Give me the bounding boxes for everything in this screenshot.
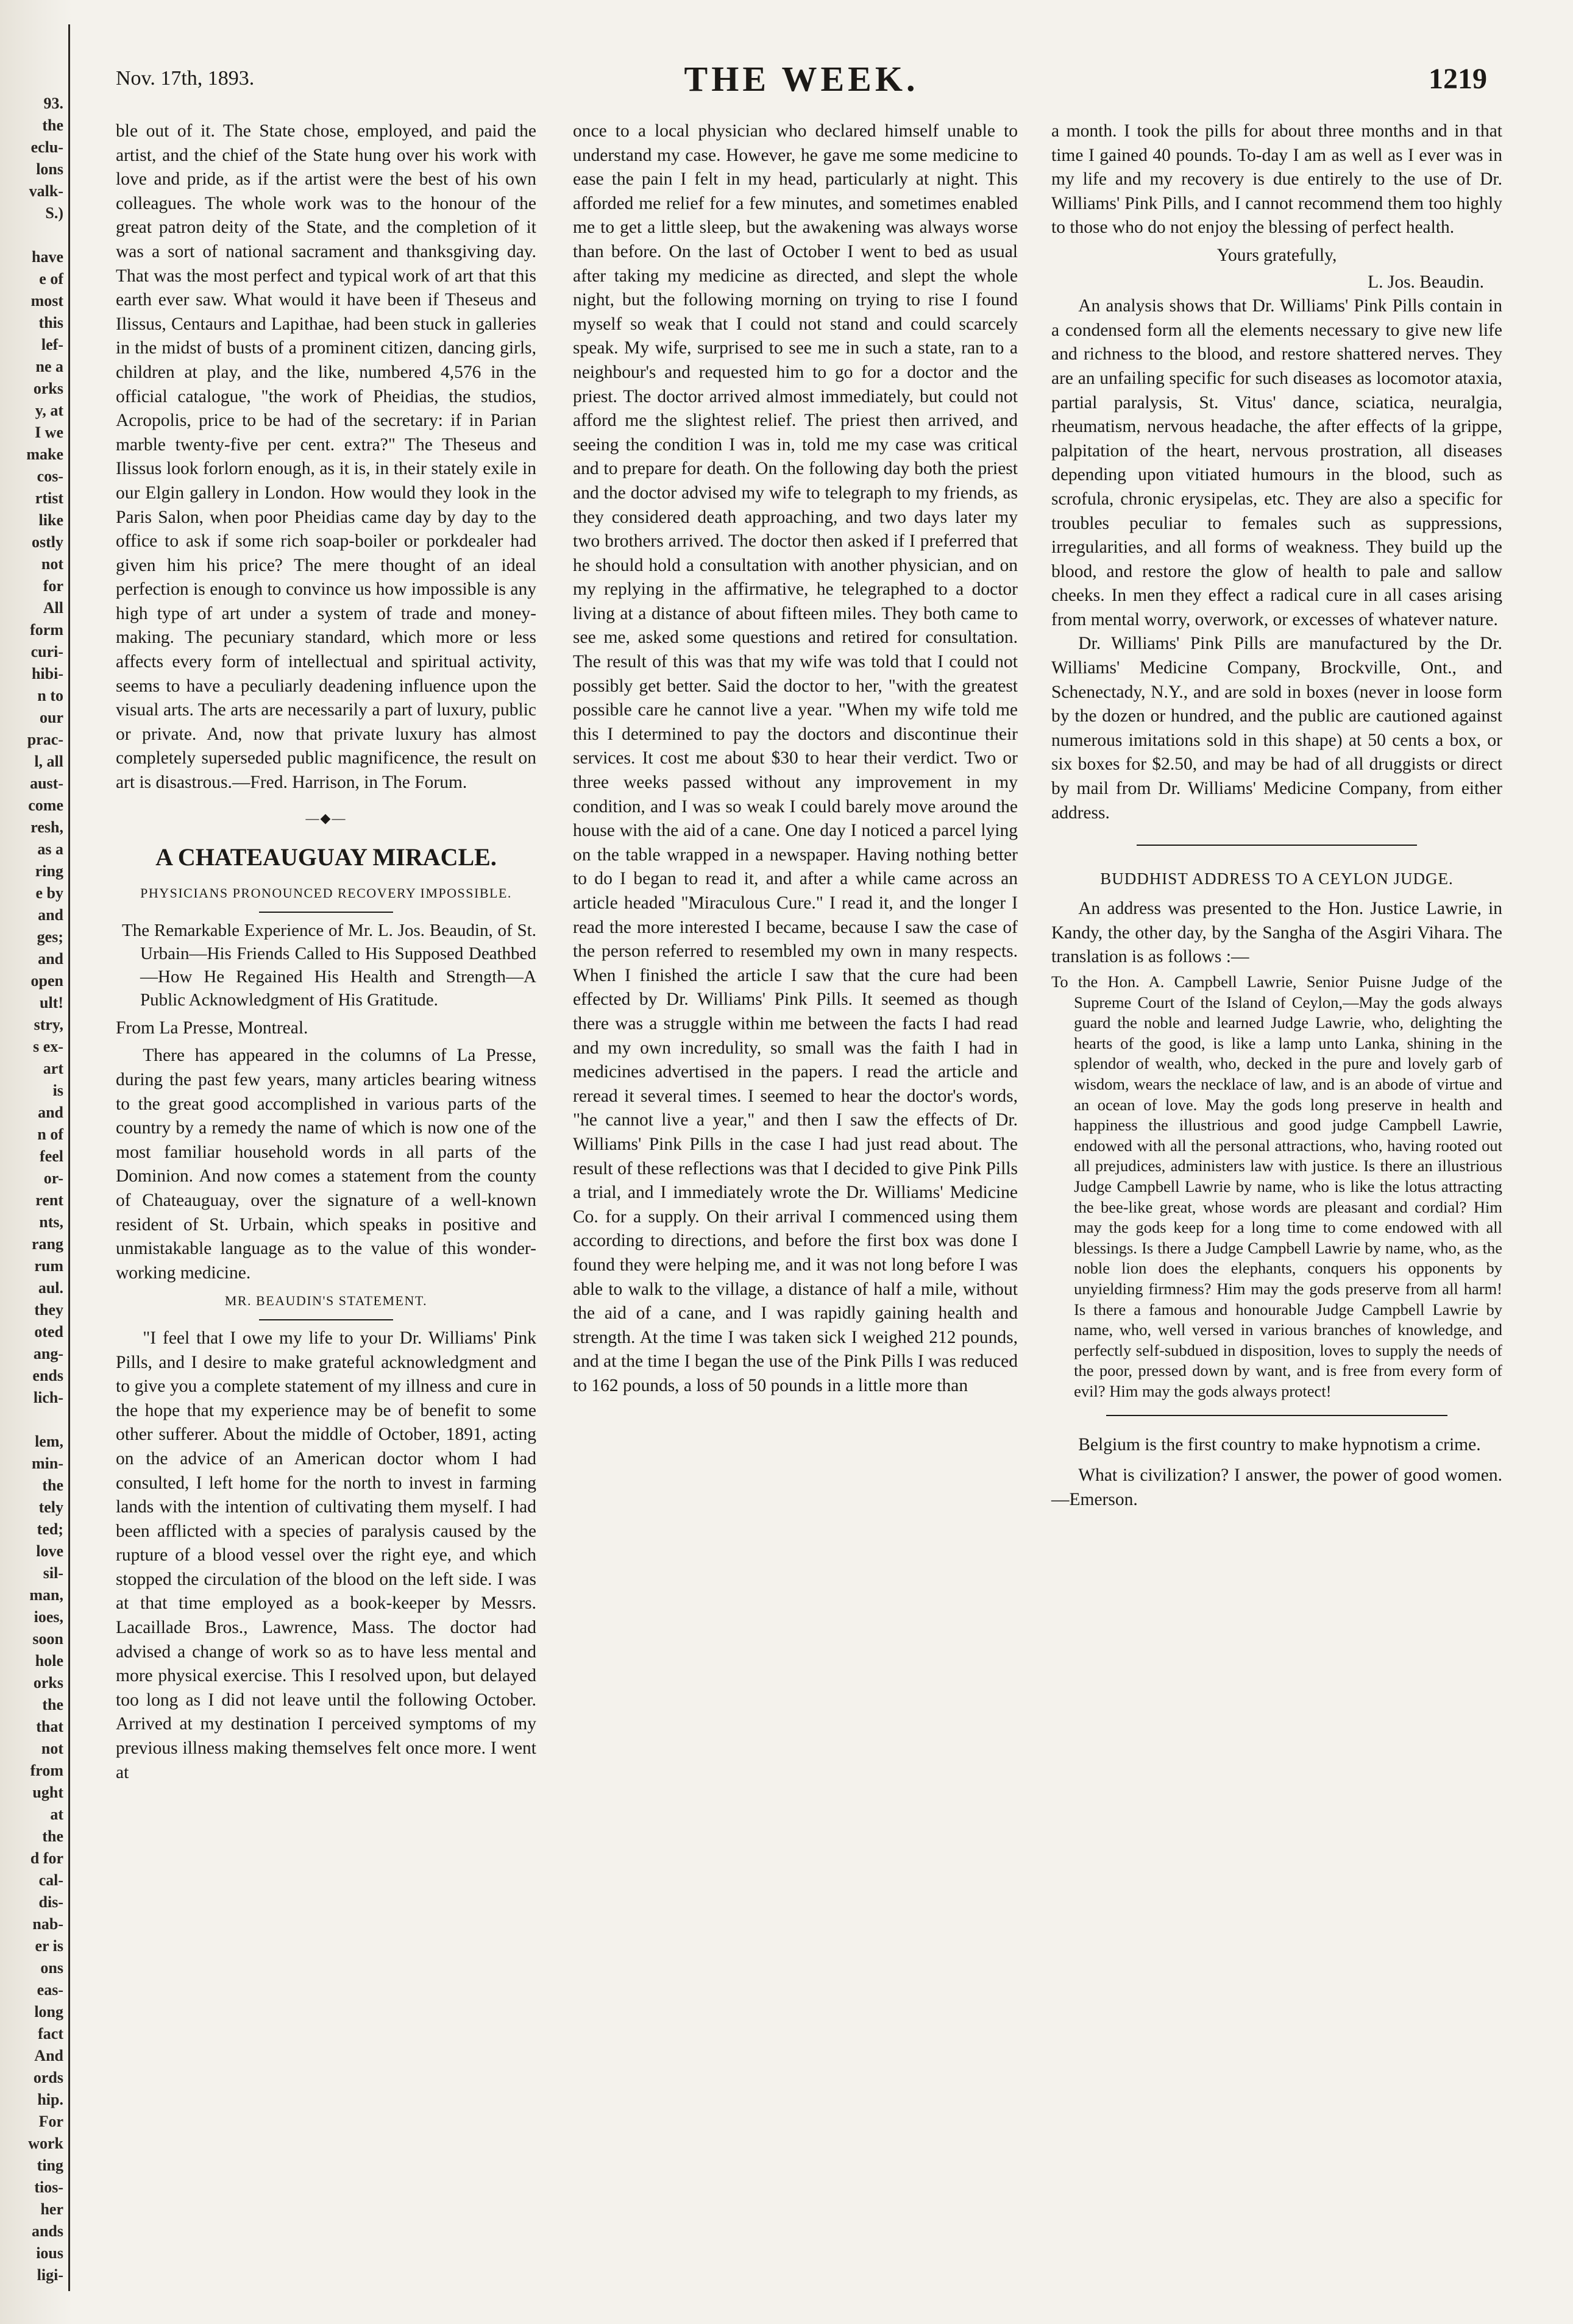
margin-fragment: the (42, 1476, 63, 1494)
divider (1137, 845, 1417, 846)
column-3 (1051, 119, 1502, 1512)
margin-fragment: And (34, 2047, 63, 2064)
margin-fragment: and (38, 906, 63, 924)
margin-fragment: I we (35, 423, 63, 441)
divider (259, 912, 393, 913)
margin-fragment: open (30, 972, 63, 990)
margin-fragment: love (36, 1542, 63, 1560)
article-paragraph: once to a local physician who declared himself unable to understand my case. However, he gave me some medicine to ease the pain I felt in my head, particularly at night. This afforded me relief for a few minutes, and sometimes enabled me to get a little sleep, but the awakening was always worse than before. On the last of October I went to bed as usual after taking my medicine as directed, and slept the whole night, but the following morning on trying to rise I found myself so weak that I could not stand and could scarcely speak. My wife, surprised to see me in such a state, ran to a neighbour's and requested him to go for a doctor and the priest. The doctor arrived almost immediately, but could not afford me the slightest relief. The priest then arrived, and seeing the condition I was in, told me my case was critical and to prepare for death. On the following day both the priest and the doctor advised my wife to telegraph to my friends, as they considered death approaching, and two days later my two brothers arrived. The doctor then asked if I preferred that he should hold a consultation with another physician, and on my replying in the affirmative, he telegraphed to a doctor living at a distance of about fifteen miles. They both came to see me, asked some questions and retired for consultation. The result of this was that my wife was told that I could not possibly get better. Said the doctor to her, "with the greatest possible care he cannot live a year. "When my wife told me this I determined to pay the doctors and discontinue their services. It cost me about $30 to hear their verdict. Two or three weeks passed without any improvement in my condition, and I was so weak I could barely move around the house with the aid of a cane. One day I noticed a parcel lying on the table wrapped in a newspaper. Having nothing better to do I began to read it, and after a while came across an article headed "Miraculous Cure." I read it, and the longer I read the more interested I became, because I saw the case of the person referred to resembled my own in many respects. When I finished the article I saw that the cure had been effected by Dr. Williams' Pink Pills. It seemed as though there was a struggle within me between the facts I had read and my own incredulity, so small was the faith I had in medicines advertised in the papers. I read the article and reread it several times. I seemed to hear the doctor's words, "he cannot live a year," and then I saw the effects of Dr. Williams' Pink Pills in the case I had just read about. The result of these reflections was that I decided to give Pink Pills a trial, and I immediately wrote the Dr. Williams' Medicine Co. for a supply. On their arrival I commenced using them according to directions, and before the first box was done I found they were helping me, and it was not long before I was able to walk to the village, a distance of half a mile, without the aid of a cane, and I was rapidly gaining health and strength. At the time I was taken sick I weighed 212 pounds, and at the time I began the use of the Pink Pills I was reduced to 162 pounds, a loss of 50 pounds in a little more than (573, 121, 1018, 1395)
margin-fragment: make (26, 445, 63, 463)
margin-fragment: ang- (33, 1345, 63, 1362)
margin-fragment: ted; (37, 1520, 63, 1538)
column-1 (116, 119, 536, 1785)
margin-fragment: not (41, 1740, 63, 1757)
margin-fragment: min- (32, 1454, 63, 1472)
margin-fragment: lem, (35, 1433, 63, 1450)
article-source: From La Presse, Montreal. (116, 1018, 308, 1038)
margin-fragment: er is (35, 1937, 63, 1955)
margin-fragment: resh, (30, 818, 63, 836)
margin-fragment: at (50, 1805, 63, 1823)
margin-fragment: hole (35, 1652, 63, 1670)
margin-fragment: eas- (37, 1981, 63, 1999)
margin-fragment: curi- (30, 643, 63, 661)
margin-fragment: as a (37, 840, 63, 858)
divider (1106, 1415, 1447, 1416)
margin-fragment: and (38, 950, 63, 968)
margin-fragment: ne a (35, 358, 63, 375)
margin-fragment: the (42, 1827, 63, 1845)
margin-fragment: orks (33, 380, 63, 397)
margin-fragment: ends (32, 1367, 63, 1384)
article-paragraph: Dr. Williams' Pink Pills are manufactured by the Dr. Williams' Medicine Company, Brockville, Ont., and Schenectady, N.Y., and are sold in boxes (never in loose form by the dozen or hundred, and the public are cautioned against numerous imitations sold in this shape) at 50 cents a box, or six boxes for $2.50, and may be had of all druggists or direct by mail from Dr. Williams' Medicine Company, from either address. (1051, 634, 1502, 823)
margin-fragment: and (38, 1104, 63, 1121)
margin-fragment: long (34, 2003, 63, 2021)
filler-paragraph: What is civilization? I answer, the power of good women.—Emerson. (1051, 1465, 1502, 1509)
margin-fragment: aust- (30, 774, 63, 792)
margin-fragment: S.) (45, 204, 63, 222)
margin-fragment: e of (39, 270, 63, 288)
margin-fragment: like (38, 511, 63, 529)
article-paragraph: a month. I took the pills for about three months and in that time I gained 40 pounds. To-day I am as well as I ever was in my life and my recovery is due entirely to the use of Dr. Williams' Pink Pills, and I cannot recommend them too highly to those who do not enjoy the blessing of perfect health. (1051, 121, 1502, 238)
margin-fragment: ligi- (37, 2266, 63, 2284)
margin-fragment: nts, (39, 1213, 63, 1231)
margin-fragment: dis- (38, 1893, 63, 1911)
margin-fragment: eclu- (30, 138, 63, 156)
margin-fragment: ges; (37, 928, 63, 946)
column-2 (573, 119, 1018, 1398)
issue-date: Nov. 17th, 1893. (116, 67, 255, 90)
article-deck: The Remarkable Experience of Mr. L. Jos. Beaudin, of St. Urbain—His Friends Called to His Supposed Deathbed—How He Regained His Health and Strength—A Public Acknowledgment of His Gratitude. (122, 920, 536, 1010)
margin-fragment: have (32, 248, 63, 266)
margin-fragment: cos- (37, 467, 63, 485)
margin-fragment: ords (33, 2069, 63, 2086)
margin-fragment: work (28, 2134, 63, 2152)
margin-fragment: rang (32, 1235, 63, 1253)
margin-fragment: y, at (35, 402, 63, 419)
margin-fragment: hibi- (31, 665, 63, 682)
margin-fragment: ostly (32, 533, 63, 551)
margin-fragment: tios- (34, 2178, 63, 2196)
margin-fragment: or- (43, 1169, 63, 1187)
margin-fragment: lons (36, 160, 63, 178)
margin-fragment: lich- (33, 1389, 63, 1406)
margin-fragment: 93. (43, 94, 63, 112)
margin-fragment: ult! (40, 994, 63, 1011)
margin-fragment: All (43, 599, 63, 617)
article-headline: A CHATEAUGUAY MIRACLE. (155, 843, 497, 871)
margin-fragment: tely (38, 1498, 63, 1516)
divider (259, 1319, 393, 1320)
column-rule (68, 24, 70, 2291)
address-text: To the Hon. A. Campbell Lawrie, Senior Puisne Judge of the Supreme Court of the Island of Ceylon,—May the gods always guard the noble and learned Judge Lawrie, who, delighting the hearts of the good, is like a lamp unto Lanka, shining in the splendor of wealth, who, decked in the pure and lovely garb of wisdom, wears the necklace of law, and is an abode of virtue and an ocean of love. May the gods long preserve in health and happiness the illustrious and good judge Campbell Lawrie, endowed with all the personal attractions, who, having rooted out all prejudices, administers law with justice. Is there an illustrious Judge Campbell Lawrie by name, who is like the lotus attracting the bee-like great, whose words are pleasant and cordial? Him may the gods keep for a long time to come endowed with all blessings. Is there a Judge Campbell Lawrie by name, who, as the noble lion does the elephants, conquers his opponents by unyielding firmness? Him may the gods preserve from all harm! Is there a famous and honourable Judge Campbell Lawrie by name, who, well versed in various branches of knowledge, and perfectly self-subdued in disposition, loves to supply the needs of the poor, pressed down by want, and is free from every form of evil? Him may the gods always protect! (1051, 972, 1502, 1400)
margin-fragment: aul. (38, 1279, 63, 1297)
margin-fragment: feel (40, 1147, 63, 1165)
margin-fragment: hip. (37, 2091, 63, 2108)
harrison-excerpt: ble out of it. The State chose, employed, and paid the artist, and the chief of the State hung over his work with love and pride, as if the artist were the best of his own colleagues. The whole work was to the honour of the great patron deity of the State, and the completion of it was a sort of national sacrament and thanksgiving day. That was the most perfect and typical work of art that this earth ever saw. What would it have been if Theseus and Ilissus, Centaurs and Lapithae, had been stuck in galleries in the midst of busts of a prominent citizen, dancing girls, children at play, and the like, numbered 4,576 in the official catalogue, "the work of Pheidias, the studios, Acropolis, price to be had of the secretary: if in Parian marble twenty-five per cent. extra?" The Theseus and Ilissus look forlorn enough, as it is, in their stately exile in our Elgin gallery in London. How would they look in the Paris Salon, when poor Pheidias came day by day to the office to ask if some rich soap-boiler or porkdealer had given him his price? The mere thought of an ideal perfection is enough to convince us how impossible is any high type of art under a system of trade and money-making. The pecuniary standard, which more or less affects every form of intellectual and spiritual activity, seems to have a peculiarly deadening influence upon the visual arts. The arts are necessarily a part of luxury, public or private. And, now that private luxury has almost completely superseded public magnificence, the result on art is disastrous.—Fred. Harrison, in The Forum. (116, 121, 536, 793)
margin-fragment: soon (32, 1630, 63, 1648)
margin-fragment: oted (34, 1323, 63, 1341)
margin-fragment: man, (29, 1586, 63, 1604)
margin-fragment: is (52, 1082, 63, 1099)
margin-fragment: cal- (38, 1871, 63, 1889)
margin-fragment: valk- (29, 182, 63, 200)
margin-fragment: not (41, 555, 63, 573)
margin-fragment: for (43, 577, 63, 595)
margin-fragment: ons (40, 1959, 63, 1977)
margin-fragment: form (30, 621, 63, 639)
margin-fragment: rum (34, 1257, 63, 1275)
margin-fragment: sil- (43, 1564, 63, 1582)
article-paragraph: There has appeared in the columns of La Presse, during the past few years, many articles bearing witness to the great good accomplished in various parts of the country by a remedy the name of which is now one of the most familiar household words in all parts of the Dominion. And now comes a statement from the county of Chateauguay, over the signature of a well-known resident of St. Urbain, which speaks in positive and unmistakable language as to the value of this wonder-working medicine. (116, 1046, 536, 1283)
section-title: BUDDHIST ADDRESS TO A CEYLON JUDGE. (1100, 870, 1454, 888)
page-header (116, 58, 1487, 101)
article-paragraph: An address was presented to the Hon. Justice Lawrie, in Kandy, the other day, by the Sangha of the Asgiri Vihara. The translation is as follows :— (1051, 899, 1502, 967)
margin-fragment: s ex- (33, 1038, 63, 1055)
filler-paragraph: Belgium is the first country to make hypnotism a crime. (1078, 1435, 1481, 1455)
margin-fragment: rent (35, 1191, 63, 1209)
article-subhead: PHYSICIANS PRONOUNCED RECOVERY IMPOSSIBLE. (140, 885, 512, 901)
margin-fragment: n to (37, 687, 63, 704)
margin-fragment: ting (37, 2156, 63, 2174)
margin-fragment: our (40, 709, 63, 726)
margin-fragment: l, all (34, 753, 63, 770)
margin-fragment: For (38, 2113, 63, 2130)
margin-fragment: e by (35, 884, 63, 902)
article-paragraph: An analysis shows that Dr. Williams' Pink Pills contain in a condensed form all the elements necessary to give new life and richness to the blood, and restore shattered nerves. They are an unfailing specific for such diseases as locomotor ataxia, partial paralysis, St. Vitus' dance, sciatica, neuralgia, rheumatism, nervous headache, the after effects of la grippe, palpitation of the heart, nervous prostration, all diseases depending upon vitiated humours in the blood, such as scrofula, chronic erysipelas, etc. They are also a specific for troubles peculiar to females such as suppressions, irregularities, and all forms of weakness. They build up the blood, and restore the glow of health to pale and sallow cheeks. In men they effect a radical cure in all cases arising from mental worry, overwork, or excesses of whatever nature. (1051, 296, 1502, 629)
margin-fragment: this (38, 314, 63, 331)
margin-fragment: most (30, 292, 63, 310)
margin-fragment: orks (33, 1674, 63, 1692)
margin-fragment: fact (38, 2025, 63, 2042)
margin-fragment: come (28, 796, 63, 814)
letter-closing: Yours gratefully, (1216, 245, 1337, 265)
margin-fragment: the (42, 116, 63, 134)
margin-fragment: they (34, 1301, 63, 1319)
margin-fragment: n of (37, 1125, 63, 1143)
margin-fragment: prac- (27, 731, 63, 748)
article-paragraph: "I feel that I owe my life to your Dr. Williams' Pink Pills, and I desire to make grateful acknowledgment and to give you a complete statement of my illness and cure in the hope that my experience may be of benefit to some other sufferer. About the middle of October, 1891, acting on the advice of an American doctor whom I had consulted, I left home for the north to invest in farming lands with the intention of cultivating them myself. I had been afflicted with a species of paralysis caused by the rupture of a blood vessel over the right eye, and which stopped the circulation of the blood on the left side. I was at that time employed as a book-keeper by Messrs. Lacaillade Bros., Lawrence, Mass. The doctor had advised a change of work so as to have less mental and more physical exercise. This I resolved upon, but delayed too long as I did not leave until the following October. Arrived at my destination I perceived symptoms of my previous illness making themselves felt once more. I went at (116, 1328, 536, 1782)
margin-fragment: ious (36, 2244, 63, 2262)
margin-fragment: the (42, 1696, 63, 1713)
margin-fragment: that (36, 1718, 63, 1735)
margin-fragment: ught (32, 1784, 63, 1801)
margin-fragment: from (30, 1762, 63, 1779)
margin-fragment: ring (35, 862, 63, 880)
letter-signature: L. Jos. Beaudin. (1368, 272, 1484, 292)
page-number: 1219 (1429, 63, 1487, 95)
margin-fragment: ands (31, 2222, 63, 2240)
margin-fragment: her (40, 2200, 63, 2218)
margin-fragment: d for (30, 1849, 63, 1867)
margin-fragment: stry, (34, 1016, 63, 1033)
margin-fragment: lef- (41, 336, 63, 353)
statement-heading: MR. BEAUDIN'S STATEMENT. (224, 1293, 428, 1309)
ornamental-divider: —◆— (305, 810, 347, 826)
publication-title: THE WEEK. (684, 59, 919, 99)
margin-fragment: rtist (35, 489, 63, 507)
margin-fragment: nab- (32, 1915, 63, 1933)
margin-fragment: ioes, (34, 1608, 63, 1626)
margin-fragment: art (43, 1060, 63, 1077)
